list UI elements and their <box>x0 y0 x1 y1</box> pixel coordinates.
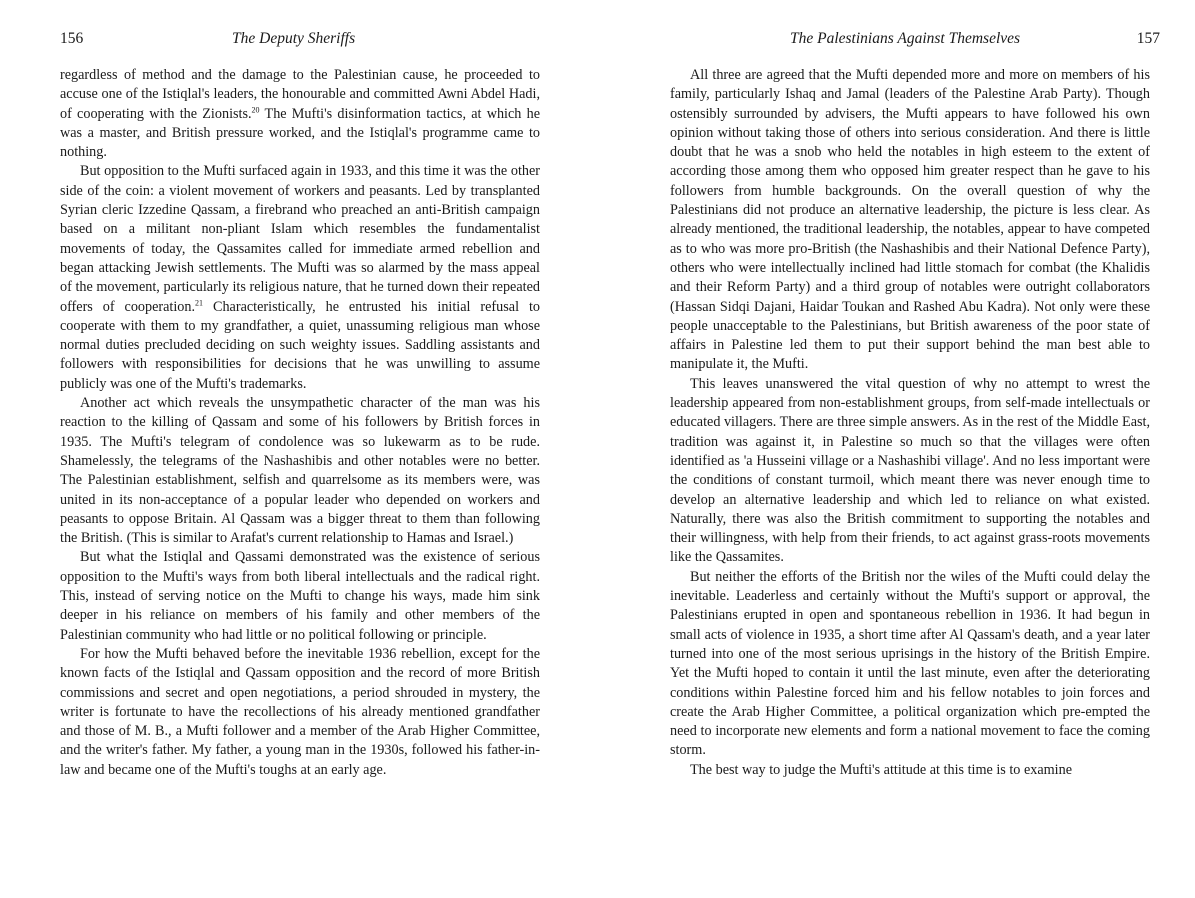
footnote-ref: 20 <box>251 104 260 114</box>
paragraph <box>60 162 540 394</box>
running-head: The Palestinians Against Themselves <box>790 30 1021 47</box>
right-page-body <box>670 66 1150 780</box>
right-page-header <box>670 30 1160 52</box>
paragraph-text: For how the Mufti behaved before the inevitable 1936 rebellion, except for the known facts of the Istiqlal and Qassam opposition and the record of more British commissions and secret and open negotiations, a period shrouded in mystery, the writer is fortunate to have the recollections of his already mentioned grandfather and those of M. B., a Mufti follower and a member of the Arab Higher Committee, and the writer's father. My father, a young man in the 1930s, followed his father-in-law and became one of the Mufti's toughs at an early age. <box>60 645 540 778</box>
paragraph <box>60 645 540 780</box>
paragraph-text: All three are agreed that the Mufti depended more and more on members of his family, particularly Ishaq and Jamal (leaders of the Palestine Arab Party). Though ostensibly surrounded by advisers, the Mufti appears to have followed his own opinion without taking those of others into serious consideration. And there is little doubt that he was a snob who held the notables in high esteem to the extent of according those among them who opposed him greater respect than he gave to his followers from humble backgrounds. On the overall question of why the Palestinians did not produce an alternative leadership, the picture is less clear. As already mentioned, the traditional leadership, the notables, appear to have competed as to who was more pro-British (the Nashashibis and their National Defence Party), others who were intellectually inclined had little stomach for combat (the Khalidis and their Reform Party) and a third group of notables were outright collaborators (Hassan Sidqi Dajani, Haidar Toukan and Rashed Abu Kadra). Not only were these people unacceptable to the Palestinians, but British awareness of the poor state of affairs in Palestine led them to put their support behind the man best able to manipulate it, the Mufti. <box>670 67 1150 373</box>
paragraph-text: But opposition to the Mufti surfaced again in 1933, and this time it was the other side of the coin: a violent movement of workers and peasants. Led by transplanted Syrian cleric Izzedine Qassam, a firebrand who preached an anti-British campaign based on a militant non-pliant Islam which resembles the fundamentalist movements of today, the Qassamites called for immediate armed rebellion and began attacking Jewish settlements. The Mufti was so alarmed by the mass appeal of the movement, particularly its religious nature, that he turned down their repeated offers of cooperation. <box>60 163 540 315</box>
paragraph <box>670 761 1150 780</box>
paragraph <box>60 66 540 162</box>
left-page <box>60 0 540 780</box>
paragraph <box>670 375 1150 568</box>
paragraph <box>670 66 1150 375</box>
paragraph <box>60 394 540 548</box>
page-number: 157 <box>1136 30 1160 47</box>
paragraph-text: This leaves unanswered the vital question of why no attempt to wrest the leadership appeared from non-establishment groups, from self-made intellectuals or educated villagers. There are three simple answers. As in the rest of the Middle East, tradition was against it, in Palestine so much so that the villages were often identified as 'a Husseini village or a Nashashibi village'. And no less important were the conditions of constant turmoil, which meant there was never enough time to develop an alternative leadership and which led to reliance on what existed. Naturally, there was also the British commitment to supporting the notables and their willingness, with help from their friends, to act against grass-roots movements like the Qassamites. <box>670 375 1150 566</box>
left-page-header <box>60 30 540 52</box>
right-page <box>670 0 1160 780</box>
left-page-body <box>60 66 540 780</box>
paragraph-text: The best way to judge the Mufti's attitude at this time is to examine <box>690 761 1072 778</box>
paragraph <box>670 568 1150 761</box>
paragraph-text: The Mufti's disinformation tactics, at which he was a master, and British pressure worked, and the Istiqlal's programme came to nothing. <box>60 105 540 161</box>
paragraph <box>60 548 540 644</box>
paragraph-text: Another act which reveals the unsympathetic character of the man was his reaction to the killing of Qassam and some of his followers by British forces in 1935. The Mufti's telegram of condolence was so lukewarm as to be rude. Shamelessly, the telegrams of the Nashashibis and other notables were no better. The Palestinian establishment, selfish and quarrelsome as its members were, was united in its non-acceptance of a popular leader who depended on workers and peasants to oppose Britain. Al Qassam was a bigger threat to them than following the British. (This is similar to Arafat's current relationship to Hamas and Israel.) <box>60 395 540 547</box>
paragraph-text: But neither the efforts of the British nor the wiles of the Mufti could delay the inevitable. Leaderless and certainly without the Mufti's support or approval, the Palestinians erupted in open and spontaneous rebellion in 1936. It had begun in small acts of violence in 1935, a short time after Al Qassam's death, and a year later turned into one of the most serious uprisings in the history of the British Empire. Yet the Mufti hoped to contain it until the last minute, even after the deteriorating conditions within Palestine forced him and his fellow notables to join forces and create the Arab Higher Committee, a political organization which pre-empted the need to incorporate new elements and form a national movement to face the coming storm. <box>670 568 1150 759</box>
paragraph-text: Characteristically, he entrusted his initial refusal to cooperate with them to my grandfather, a quiet, unassuming religious man whose normal duties precluded deciding on such weighty issues. Saddling assistants and followers with responsibilities for decisions that he was unwilling to assume publicly was one of the Mufti's trademarks. <box>60 298 540 392</box>
running-head: The Deputy Sheriffs <box>232 30 356 47</box>
footnote-ref: 21 <box>195 297 204 307</box>
page-number: 156 <box>60 30 84 47</box>
paragraph-text: But what the Istiqlal and Qassami demonstrated was the existence of serious opposition to the Mufti's ways from both liberal intellectuals and the radical right. This, instead of serving notice on the Mufti to change his ways, made him sink deeper in his reliance on members of his family and other members of the Palestinian community who had little or no political following or principle. <box>60 549 540 643</box>
paragraph-text: regardless of method and the damage to the Palestinian cause, he proceeded to accuse one of the Istiqlal's leaders, the honourable and committed Awni Abdel Hadi, of cooperating with the Zionists. <box>60 67 540 122</box>
